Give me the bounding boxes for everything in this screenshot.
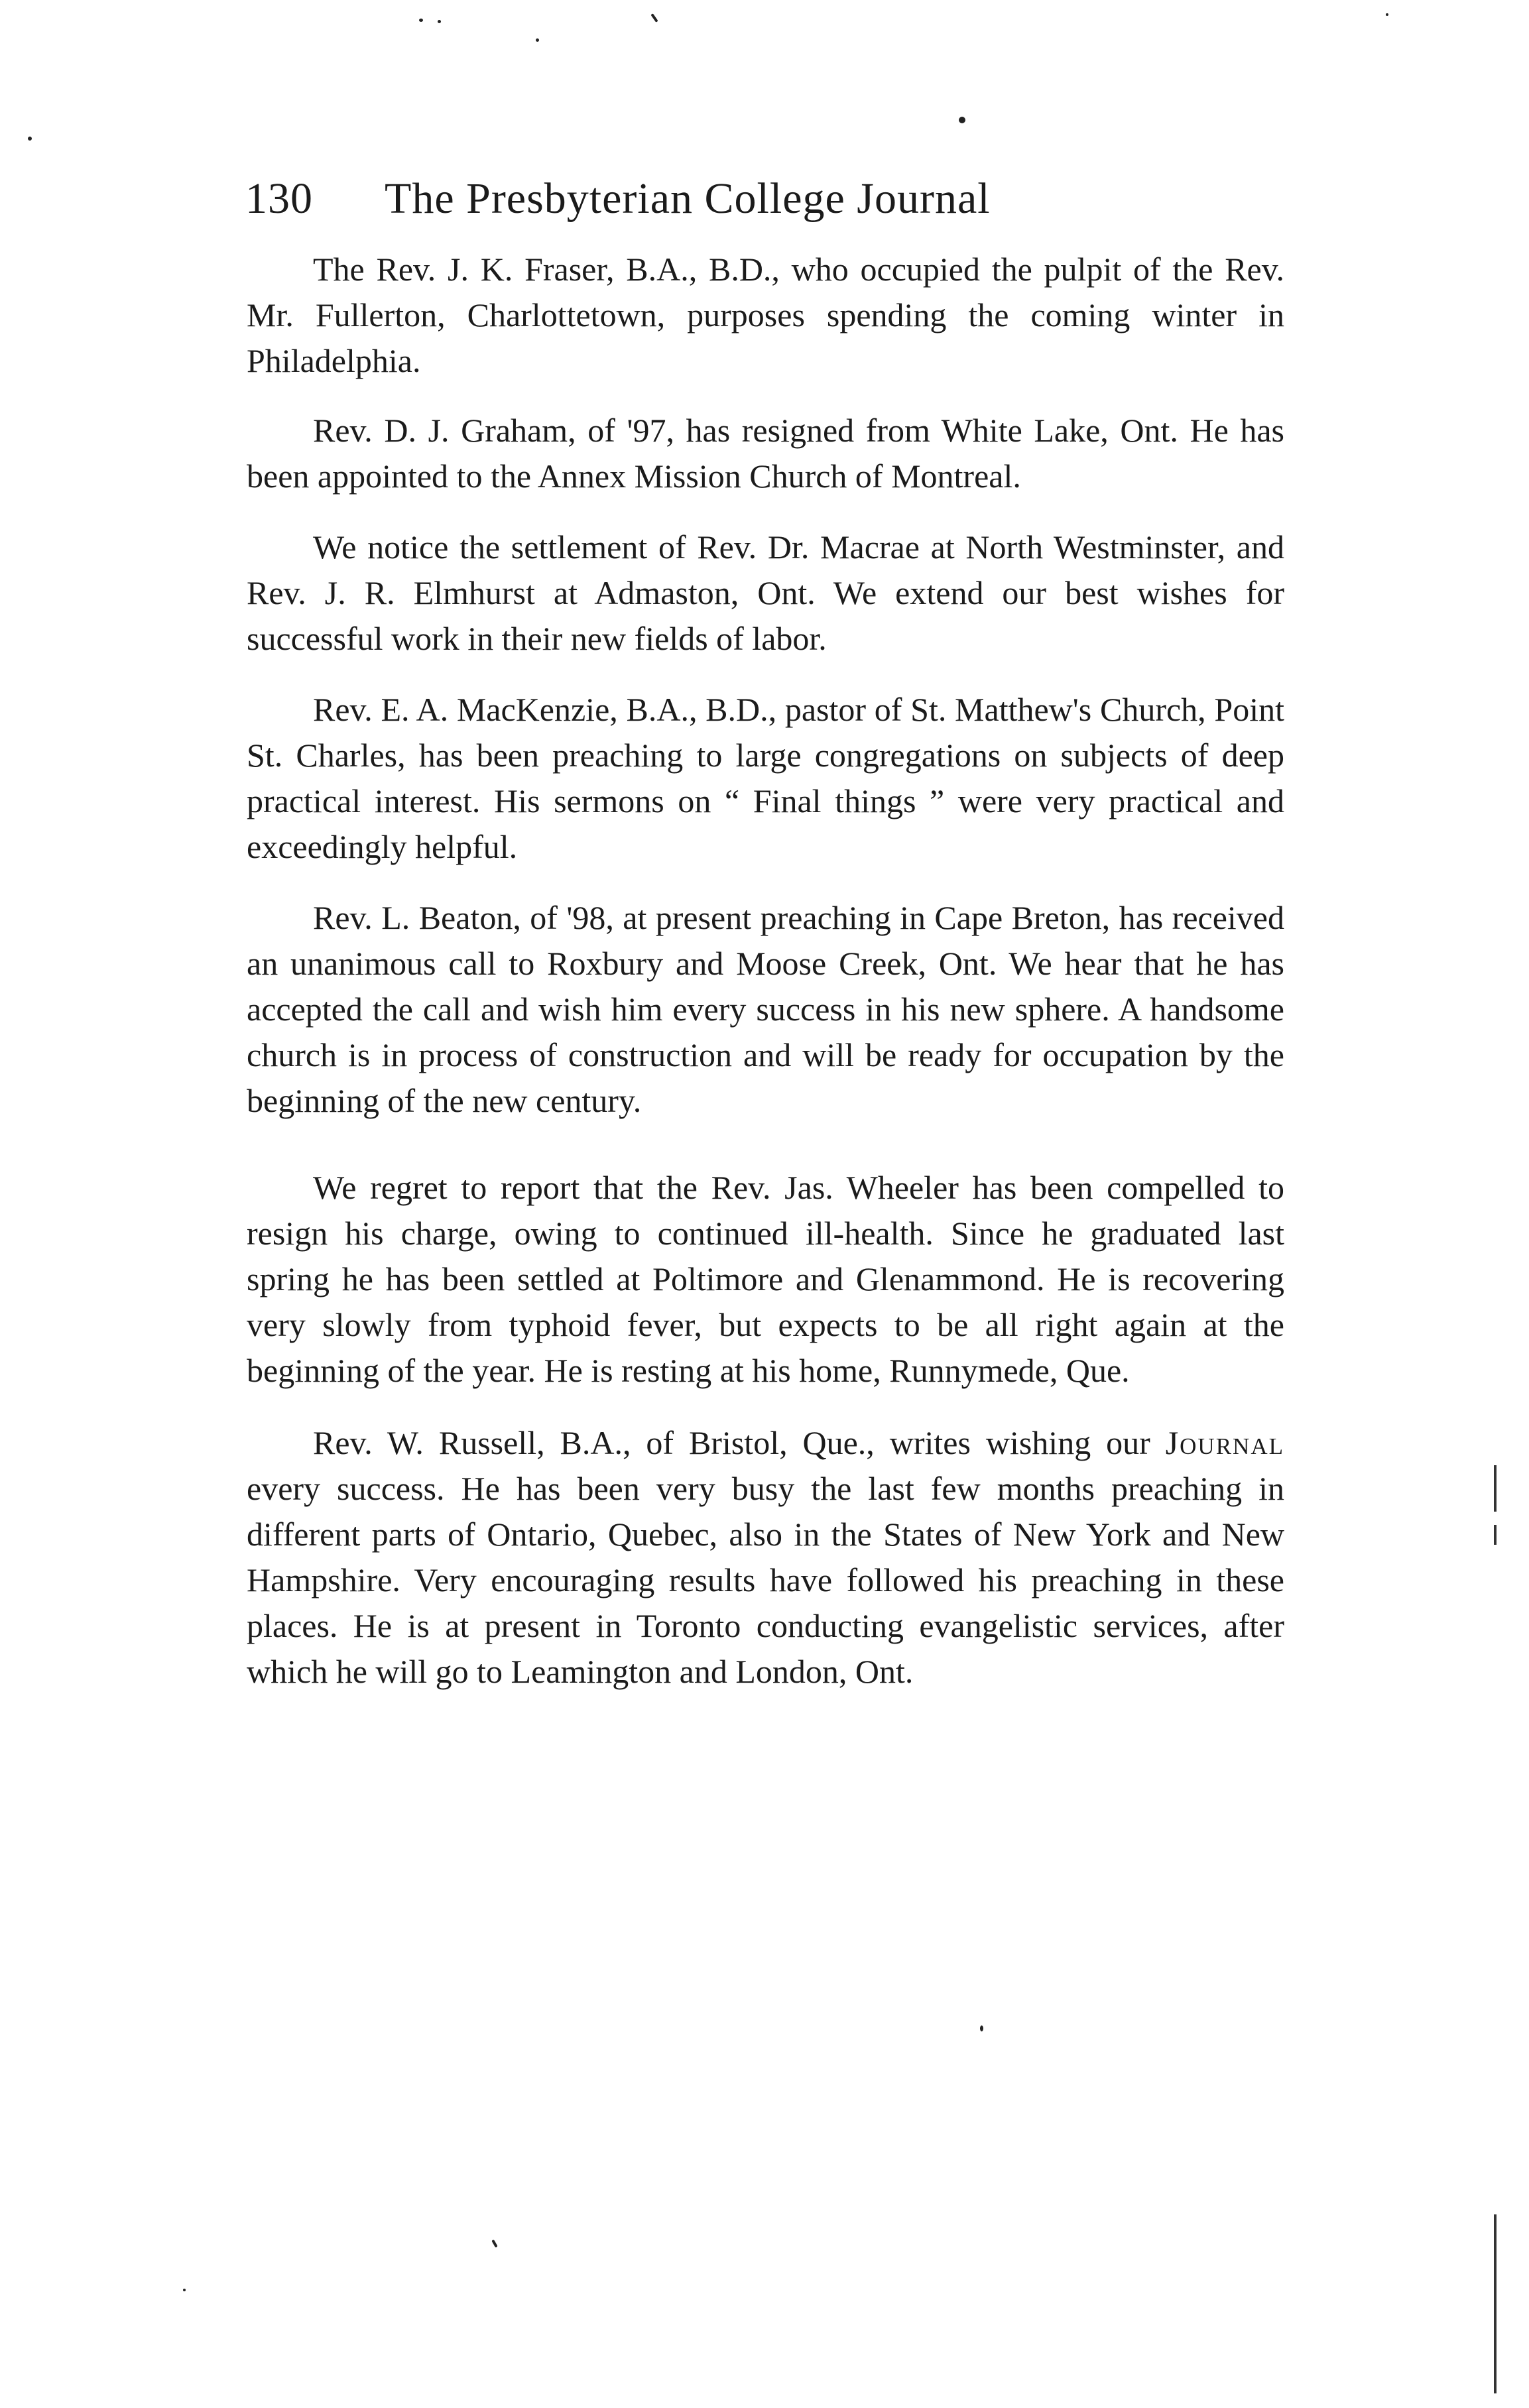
scan-speck <box>28 137 32 141</box>
paragraph-russell <box>247 1420 1284 1695</box>
running-head <box>245 169 1280 229</box>
scan-speck <box>183 2289 186 2291</box>
russell-text-start: Rev. W. Russell, B.A., of Bristol, Que., writes wishing our <box>313 1424 1166 1461</box>
journal-word: Journal <box>1165 1424 1284 1461</box>
paragraph-graham: Rev. D. J. Graham, of '97, has resigned from White Lake, Ont. He has been appointed to the Annex Mission Church of Montreal. <box>247 412 1284 495</box>
page-number: 130 <box>245 174 313 223</box>
body-text <box>247 247 1284 1720</box>
scan-speck <box>980 2025 983 2031</box>
journal-title: The Presbyterian College Journal <box>385 174 991 223</box>
paragraph-beaton: Rev. L. Beaton, of '98, at present preaching in Cape Breton, has received an unanimous call to Roxbury and Moose Creek, Ont. We hear that he has accepted the call and wish him every success in his new sphere. A handsome church is in process of construction and will be ready for occupation by the beginning of the new century. <box>247 899 1284 1119</box>
scan-speck <box>536 38 539 42</box>
scan-speck <box>438 20 441 23</box>
paragraph-mackenzie: Rev. E. A. MacKenzie, B.A., B.D., pastor of St. Matthew's Church, Point St. Charles, has been preaching to large congregations on subjects of deep practical interest. His sermons on “ Final things ” were very practical and exceedingly helpful. <box>247 691 1284 865</box>
scan-speck <box>959 117 965 123</box>
scan-speck <box>419 19 423 22</box>
binding-edge <box>1494 2214 1497 2393</box>
paragraph-fraser: The Rev. J. K. Fraser, B.A., B.D., who occupied the pulpit of the Rev. Mr. Fullerton, Charlottetown, purposes spending the coming winter in Philadelphia. <box>247 251 1284 379</box>
scan-speck <box>650 13 658 23</box>
paragraph-wheeler: We regret to report that the Rev. Jas. Wheeler has been compelled to resign his charge, owing to continued ill-health. Since he graduated last spring he has been settled at Poltimore and Glenammond. He is recovering very slowly from typhoid fever, but expects to be all right again at the beginning of the year. He is resting at his home, Runnymede, Que. <box>247 1169 1284 1389</box>
scan-speck <box>491 2240 497 2248</box>
russell-text-end: every success. He has been very busy the last few months preaching in different parts of Ontario, Quebec, also in the States of New York and New Hampshire. Very encouraging results have followed his preaching in these places. He is at present in Toronto conducting evangelistic services, after which he will go to Leamington and London, Ont. <box>247 1470 1284 1690</box>
binding-edge <box>1494 1465 1497 1512</box>
paragraph-macrae-elmhurst: We notice the settlement of Rev. Dr. Macrae at North Westminster, and Rev. J. R. Elmhurst at Admaston, Ont. We extend our best wishes for successful work in their new fields of labor. <box>247 528 1284 657</box>
binding-edge <box>1494 1525 1497 1545</box>
scan-speck <box>1386 13 1388 16</box>
